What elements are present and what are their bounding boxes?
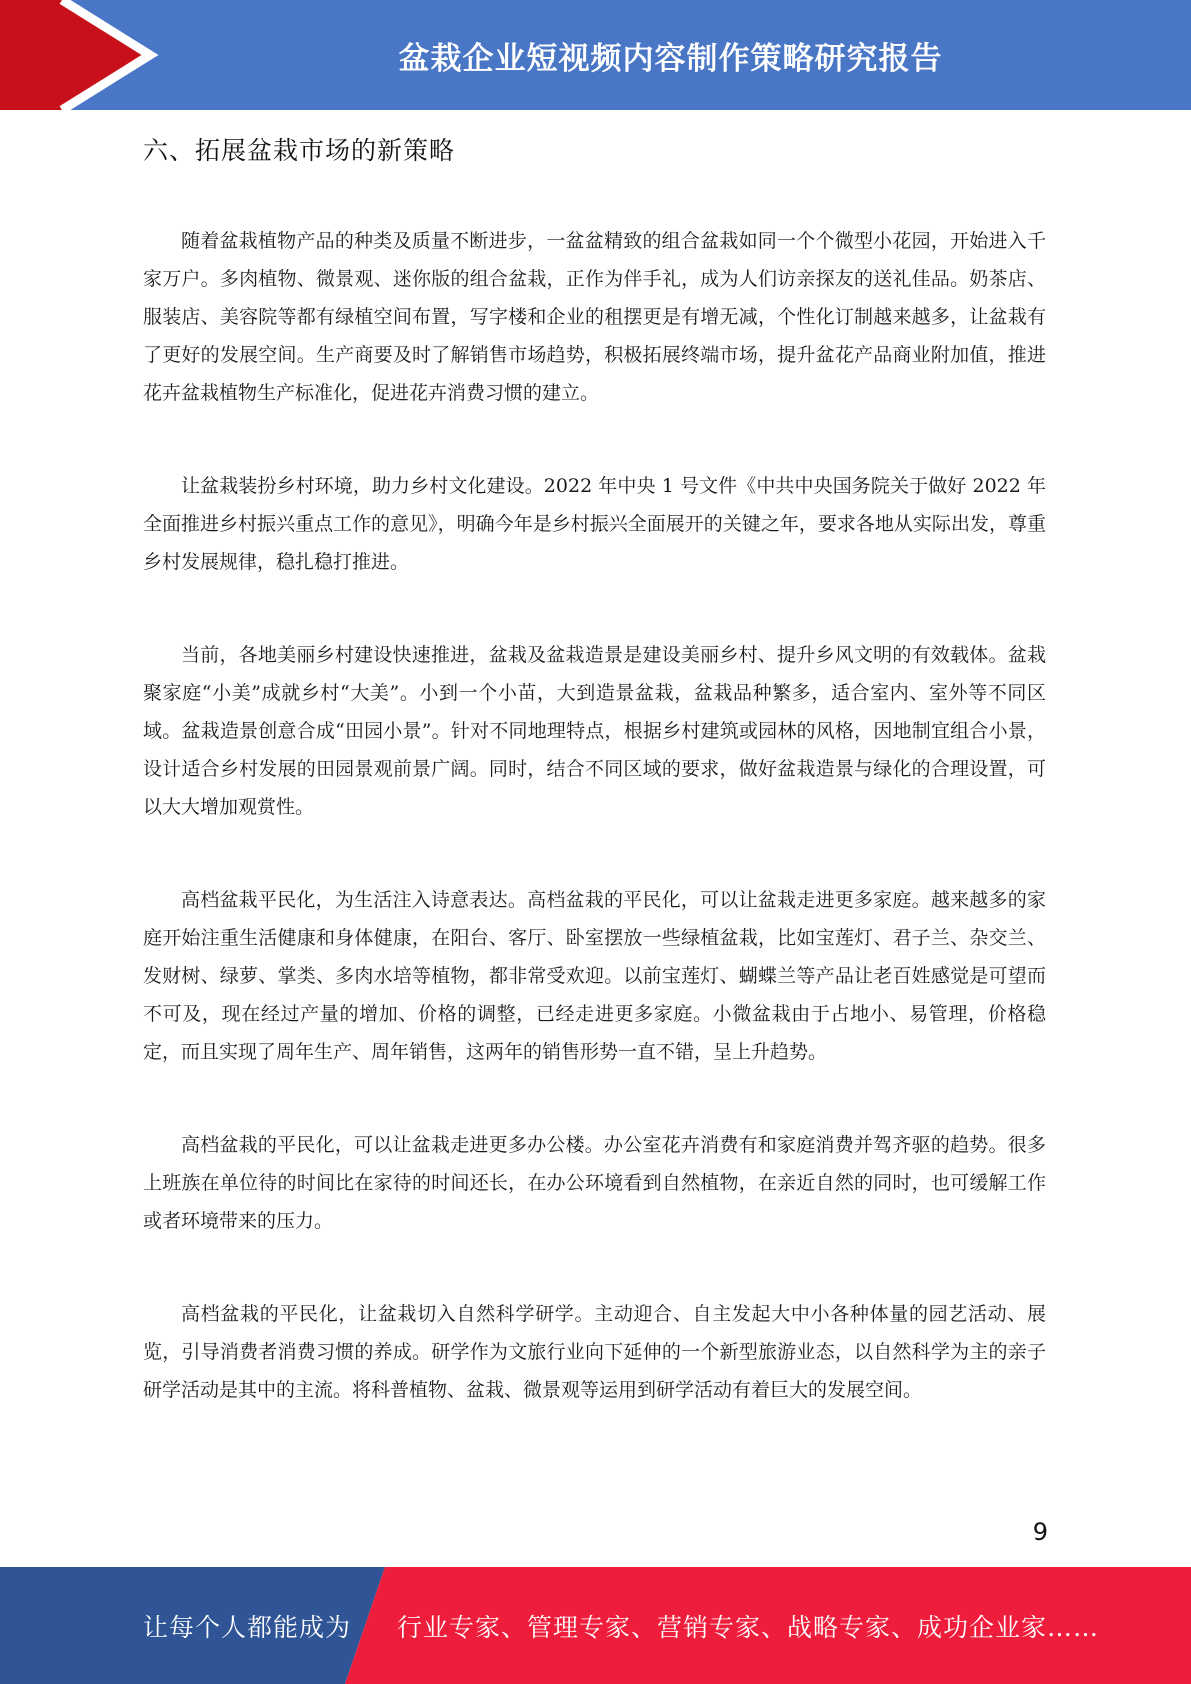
page-number: 9 — [1032, 1518, 1048, 1546]
paragraph: 高档盆栽的平民化，可以让盆栽走进更多办公楼。办公室花卉消费有和家庭消费并驾齐驱的趋势。很多上班族在单位待的时间比在家待的时间还长，在办公环境看到自然植物，在亲近自然的同时，也可缓解工作或者环境带来的压力。 — [143, 1134, 1046, 1232]
paragraph: 随着盆栽植物产品的种类及质量不断进步，一盆盆精致的组合盆栽如同一个个微型小花园，开始进入千家万户。多肉植物、微景观、迷你版的组合盆栽，正作为伴手礼，成为人们访亲探友的送礼佳品。奶茶店、服装店、美容院等都有绿植空间布置，写字楼和企业的租摆更是有增无减，个性化订制越来越多，让盆栽有了更好的发展空间。生产商要及时了解销售市场趋势，积极拓展终端市场，提升盆花产品商业附加值，推进花卉盆栽植物生产标准化，促进花卉消费习惯的建立。 — [143, 230, 1046, 404]
report-title: 盆栽企业短视频内容制作策略研究报告 — [398, 40, 943, 77]
paragraph: 高档盆栽平民化，为生活注入诗意表达。高档盆栽的平民化，可以让盆栽走进更多家庭。越来越多的家庭开始注重生活健康和身体健康，在阳台、客厅、卧室摆放一些绿植盆栽，比如宝莲灯、君子兰、杂交兰、发财树、绿萝、掌类、多肉水培等植物，都非常受欢迎。以前宝莲灯、蝴蝶兰等产品让老百姓感觉是可望而不可及，现在经过产量的增加、价格的调整，已经走进更多家庭。小微盆栽由于占地小、易管理，价格稳定，而且实现了周年生产、周年销售，这两年的销售形势一直不错，呈上升趋势。 — [143, 889, 1046, 1063]
page-header — [0, 0, 1191, 110]
paragraph: 高档盆栽的平民化，让盆栽切入自然科学研学。主动迎合、自主发起大中小各种体量的园艺活动、展览，引导消费者消费习惯的养成。研学作为文旅行业向下延伸的一个新型旅游业态，以自然科学为主的亲子研学活动是其中的主流。将科普植物、盆栽、微景观等运用到研学活动有着巨大的发展空间。 — [143, 1303, 1046, 1401]
footer-slogan-left: 让每个人都能成为 — [143, 1612, 352, 1642]
paragraph: 让盆栽装扮乡村环境，助力乡村文化建设。2022 年中央 1 号文件《中共中央国务院关于做好 2022 年全面推进乡村振兴重点工作的意见》，明确今年是乡村振兴全面展开的关键之年，要求各地从实际出发，尊重乡村发展规律，稳扎稳打推进。 — [143, 475, 1046, 573]
body-content — [143, 222, 1046, 1464]
footer-slogan-right: 行业专家、管理专家、营销专家、战略专家、成功企业家…… — [397, 1612, 1100, 1642]
section-heading: 六、拓展盆栽市场的新策略 — [143, 136, 456, 165]
page-footer — [0, 1567, 1191, 1684]
paragraph: 当前，各地美丽乡村建设快速推进，盆栽及盆栽造景是建设美丽乡村、提升乡风文明的有效载体。盆栽聚家庭“小美”成就乡村“大美”。小到一个小苗，大到造景盆栽，盆栽品种繁多，适合室内、室外等不同区域。盆栽造景创意合成“田园小景”。针对不同地理特点，根据乡村建筑或园林的风格，因地制宜组合小景，设计适合乡村发展的田园景观前景广阔。同时，结合不同区域的要求，做好盆栽造景与绿化的合理设置，可以大大增加观赏性。 — [143, 644, 1046, 818]
